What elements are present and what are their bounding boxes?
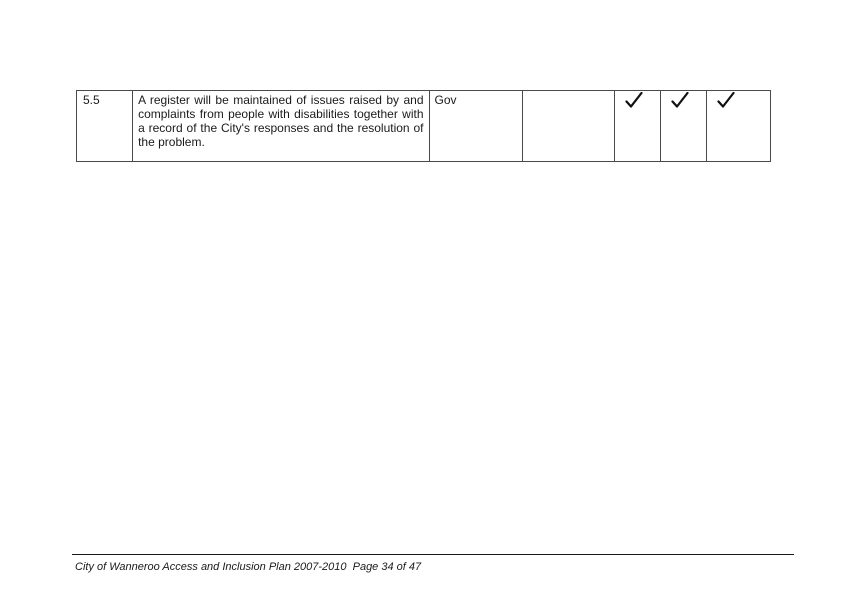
year-2-cell [660, 91, 706, 162]
action-description: A register will be maintained of issues raised by and complaints from people with disabilities together with a record of the City's responses and the resolution of the problem. [133, 91, 429, 162]
item-number: 5.5 [77, 91, 133, 162]
check-mark-icon [661, 91, 706, 108]
footer-divider [72, 554, 794, 555]
page-footer: City of Wanneroo Access and Inclusion Plan 2007-2010 Page 34 of 47 [75, 561, 422, 573]
year-1-cell [614, 91, 660, 162]
year-3-cell [706, 91, 770, 162]
check-mark-icon [707, 91, 770, 108]
empty-cell [522, 91, 614, 162]
action-plan-table [76, 90, 771, 162]
table-row [77, 91, 771, 162]
responsibility-cell: Gov [429, 91, 522, 162]
check-mark-icon [615, 91, 660, 108]
